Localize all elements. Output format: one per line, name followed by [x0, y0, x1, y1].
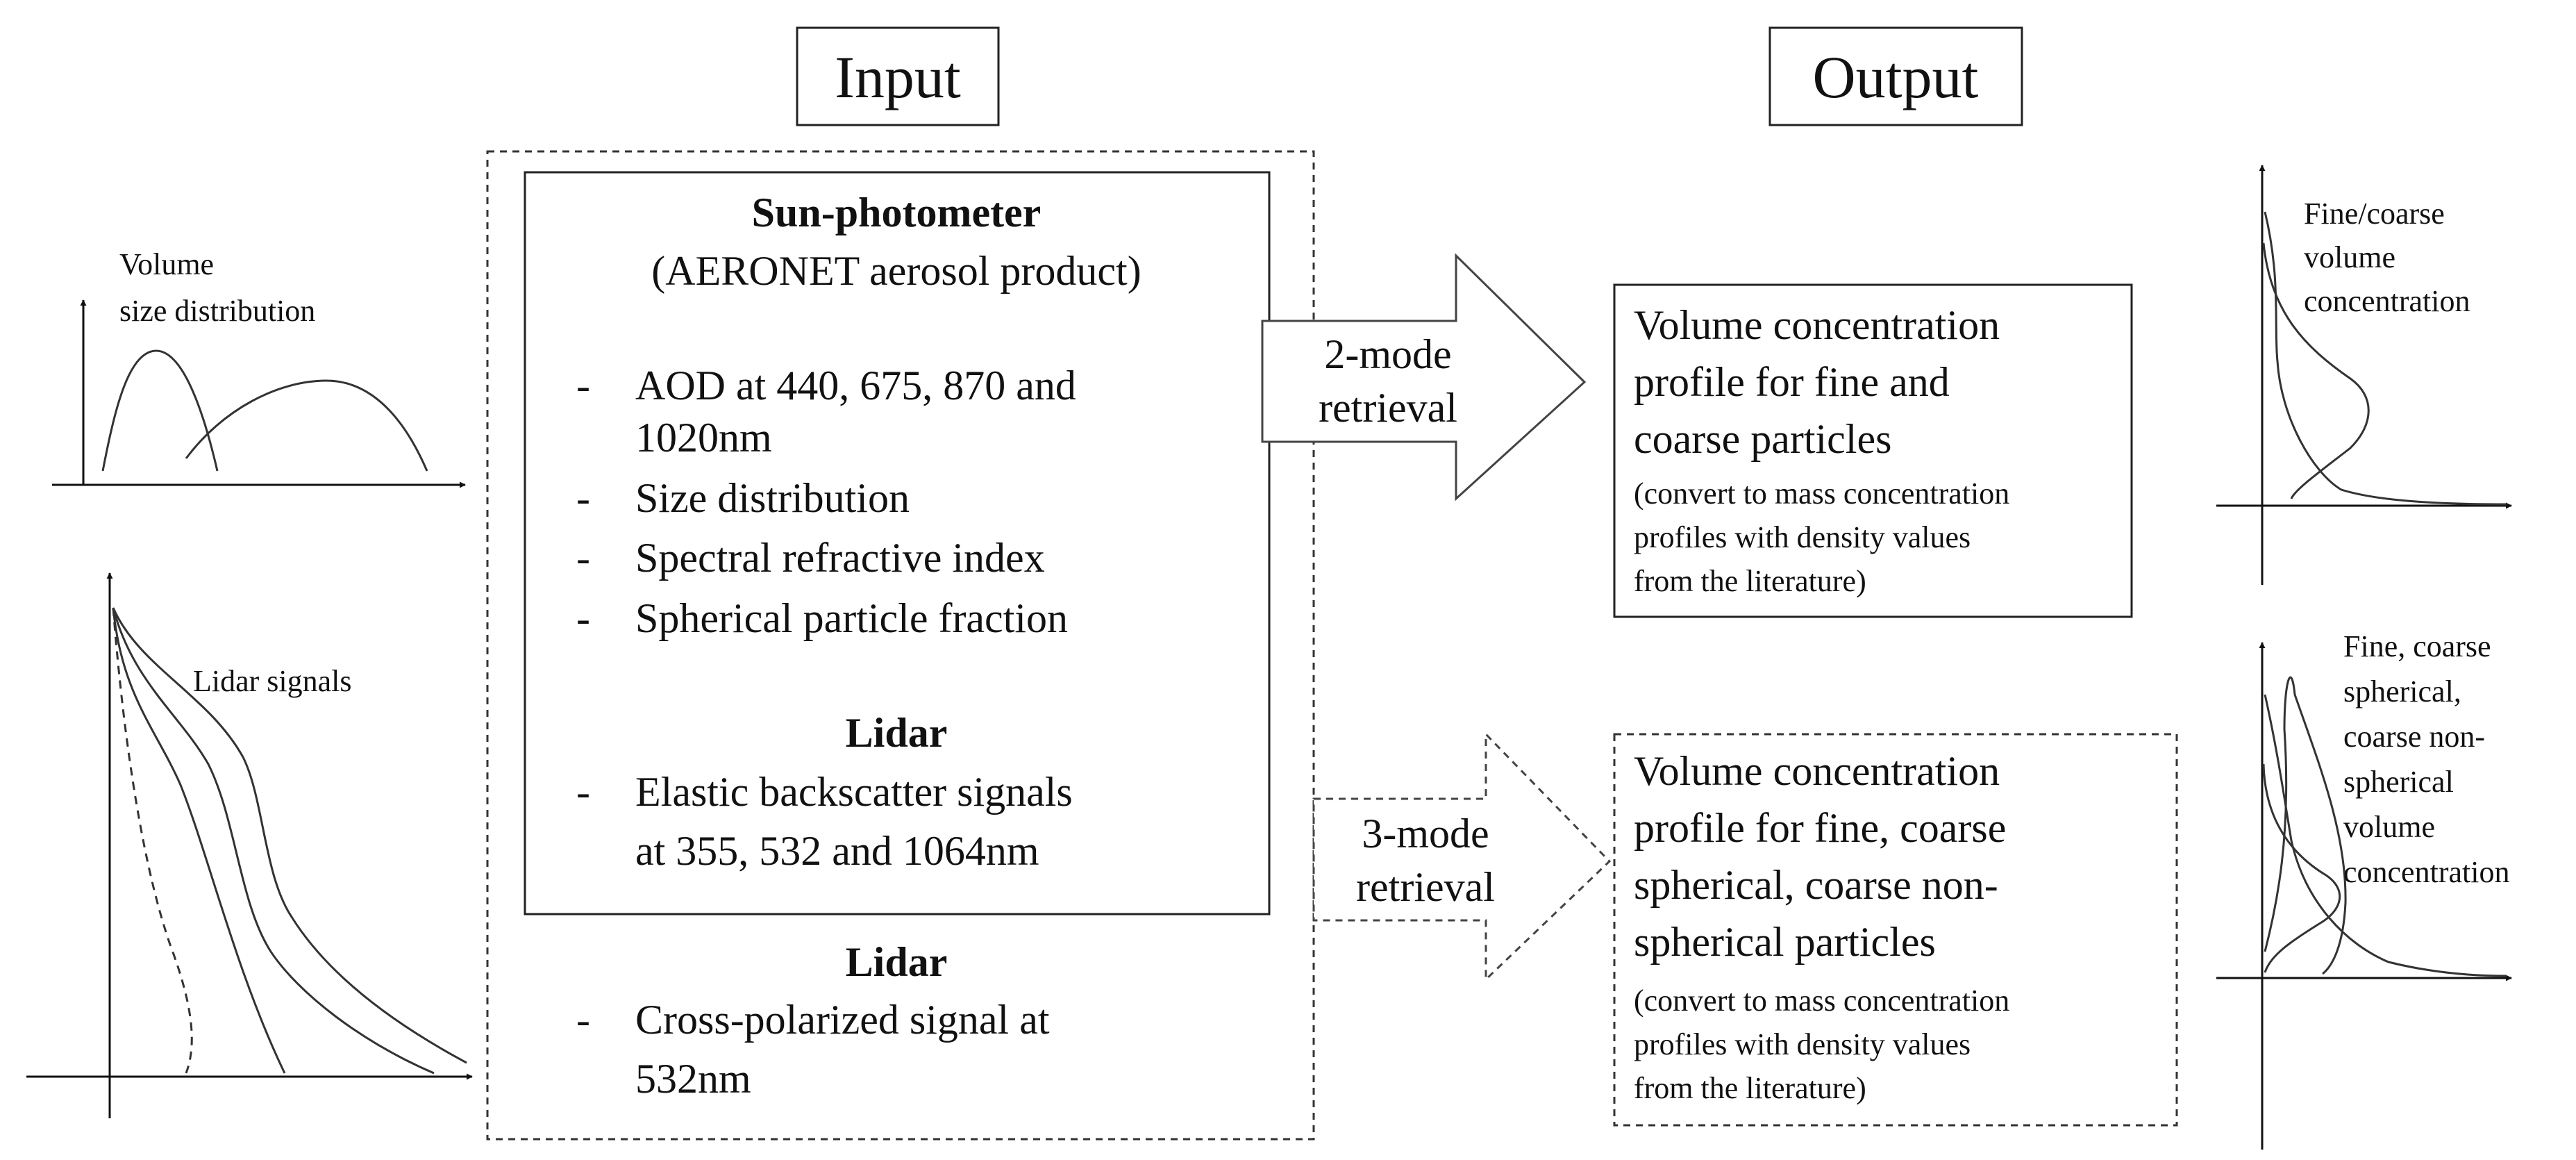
- output2-line-2: profile for fine, coarse: [1634, 805, 2007, 851]
- output1-note-line-2: profiles with density values: [1634, 520, 1971, 554]
- output1-note-line-3: from the literature): [1634, 564, 1866, 598]
- plot2-coarse-nonspherical-curve: [2265, 677, 2345, 974]
- sun-item-aod-line-2: 1020nm: [635, 415, 772, 461]
- output2-note-line-3: from the literature): [1634, 1071, 1866, 1105]
- plot2-label-line-6: concentration: [2343, 855, 2510, 889]
- plot2-label-line-4: spherical: [2343, 765, 2454, 799]
- plot2-label-line-3: coarse non-: [2343, 720, 2486, 754]
- sun-item-spherical-fraction: Spherical particle fraction: [635, 595, 1069, 641]
- two-mode-label-line-1: 2-mode: [1324, 331, 1452, 377]
- plot2-label-line-5: volume: [2343, 810, 2435, 844]
- output-header: [1770, 28, 2022, 125]
- three-mode-output-box: [1614, 734, 2177, 1125]
- bullet-dash: -: [576, 363, 590, 408]
- sun-photometer-title: Sun-photometer: [751, 190, 1042, 235]
- bullet-dash: -: [576, 475, 590, 521]
- sun-item-refractive-index: Spectral refractive index: [635, 535, 1045, 581]
- lidar-signals-plot: [26, 573, 472, 1118]
- fine-coarse-profile-plot: [2216, 165, 2511, 585]
- two-mode-output-box: [1614, 285, 2132, 617]
- output1-line-3: coarse particles: [1634, 416, 1892, 462]
- lidar-elastic-item-line-2: at 355, 532 and 1064nm: [635, 828, 1039, 874]
- three-mode-label-line-2: retrieval: [1356, 864, 1495, 910]
- plot1-label-line-1: Fine/coarse: [2304, 197, 2445, 231]
- two-mode-arrow-shape: [1262, 256, 1584, 499]
- two-mode-arrow: [1262, 256, 1584, 499]
- sun-item-size-distribution: Size distribution: [635, 475, 910, 521]
- plot1-label-line-2: volume: [2304, 240, 2395, 274]
- lidar-cross-item-line-1: Cross-polarized signal at: [635, 997, 1050, 1043]
- three-mode-label-line-1: 3-mode: [1362, 811, 1489, 856]
- input-panel: [487, 151, 1314, 1139]
- plot2-label-line-1: Fine, coarse: [2343, 629, 2491, 663]
- input-outer-dashed-box: [487, 151, 1314, 1139]
- two-mode-label-line-2: retrieval: [1319, 385, 1457, 431]
- vsd-label-line-2: size distribution: [119, 294, 316, 328]
- lidar-elastic-title: Lidar: [845, 710, 948, 756]
- three-mode-arrow-shape: [1314, 734, 1609, 979]
- lidar-cross-title: Lidar: [845, 939, 948, 985]
- three-mode-profile-plot: [2216, 629, 2511, 1150]
- output1-note-line-1: (convert to mass concentration: [1634, 477, 2010, 511]
- bullet-dash: -: [576, 769, 590, 815]
- output2-note-line-2: profiles with density values: [1634, 1027, 1971, 1061]
- three-mode-arrow: [1314, 734, 1609, 979]
- bullet-dash: -: [576, 595, 590, 641]
- lidar-cross-item-line-2: 532nm: [635, 1056, 751, 1102]
- vsd-label-line-1: Volume: [119, 247, 215, 281]
- output2-line-1: Volume concentration: [1634, 748, 2000, 794]
- output1-line-2: profile for fine and: [1634, 359, 1950, 405]
- sun-item-aod-line-1: AOD at 440, 675, 870 and: [635, 363, 1076, 408]
- plot1-label-line-3: concentration: [2304, 284, 2470, 318]
- bullet-dash: -: [576, 997, 590, 1043]
- lidar-cross-polarized-signal: [113, 608, 192, 1073]
- lidar-signals-label: Lidar signals: [193, 664, 352, 698]
- sun-photometer-subtitle: (AERONET aerosol product): [651, 248, 1141, 294]
- input-header-label: Input: [835, 44, 961, 110]
- vsd-fine-mode-curve: [103, 351, 217, 471]
- output-header-label: Output: [1812, 44, 1979, 110]
- output1-line-1: Volume concentration: [1634, 302, 2000, 348]
- output2-line-3: spherical, coarse non-: [1634, 862, 1998, 908]
- input-header: [797, 28, 998, 125]
- output2-line-4: spherical particles: [1634, 919, 1936, 965]
- plot2-label-line-2: spherical,: [2343, 674, 2461, 709]
- volume-size-distribution-plot: [52, 247, 465, 485]
- lidar-elastic-item-line-1: Elastic backscatter signals: [635, 769, 1073, 815]
- bullet-dash: -: [576, 535, 590, 581]
- output2-note-line-1: (convert to mass concentration: [1634, 984, 2010, 1018]
- vsd-coarse-mode-curve: [186, 381, 427, 471]
